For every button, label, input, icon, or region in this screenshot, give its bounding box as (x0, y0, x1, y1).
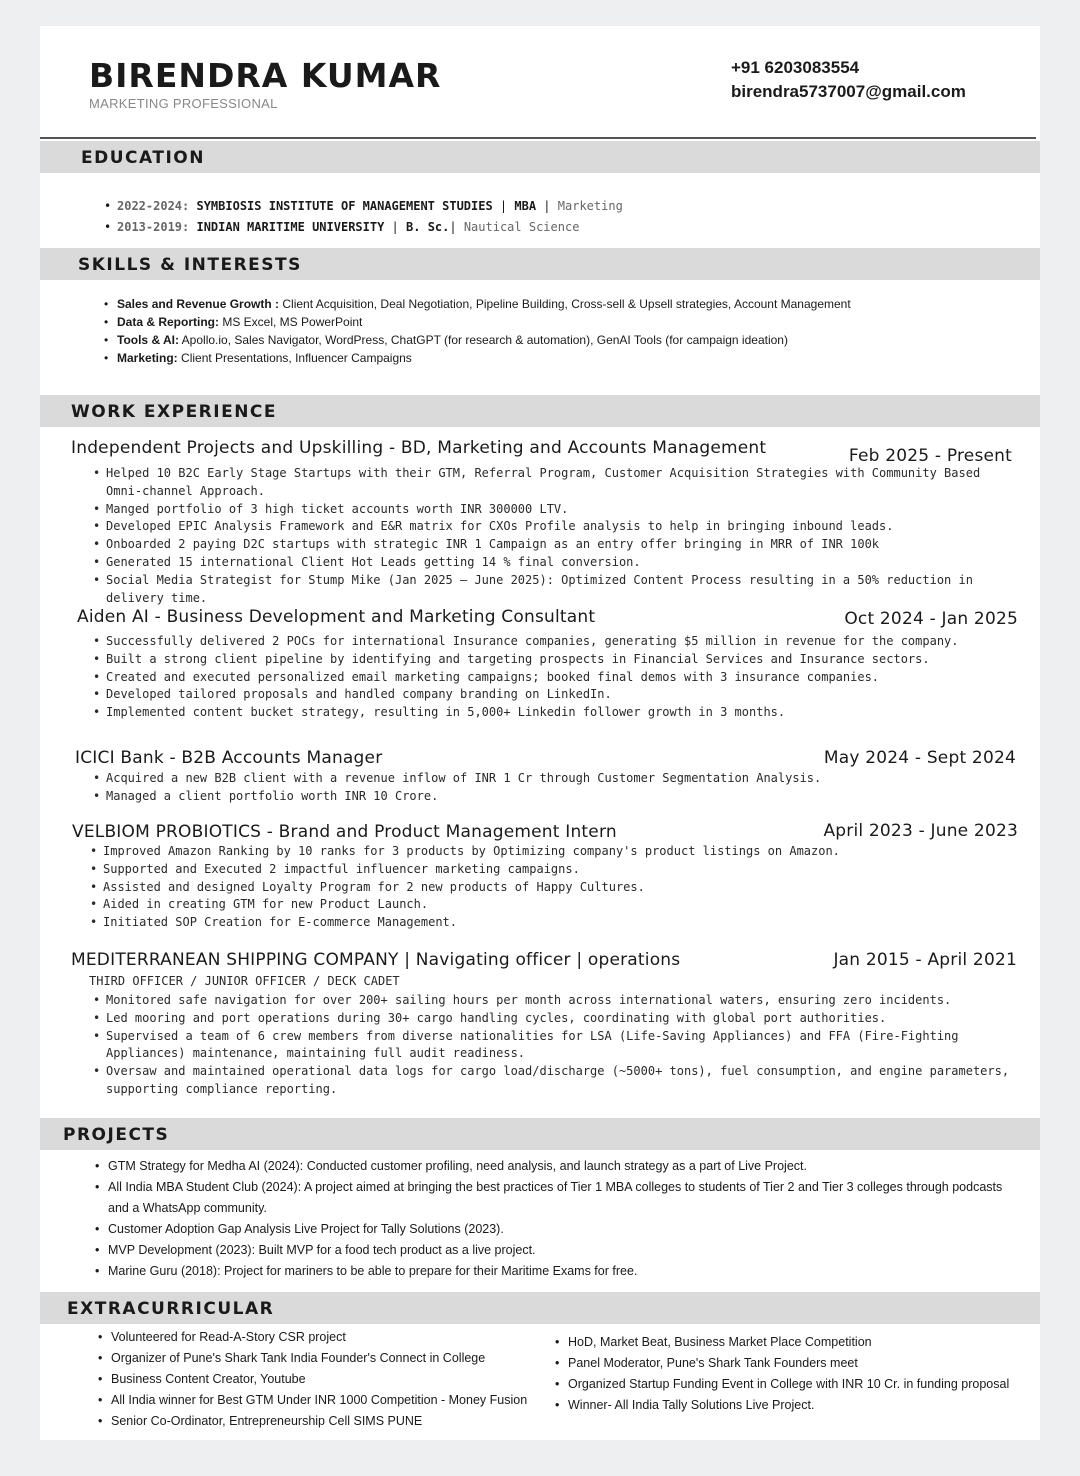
skills-item: • Sales and Revenue Growth : Client Acquisition, Deal Negotiation, Pipeline Building, Cross-sell & Upsell strategies, Account Management (102, 295, 1002, 313)
job-bullet: • Implemented content bucket strategy, resulting in 5,000+ Linkedin follower growth in 3 months. (91, 704, 991, 722)
extracurricular-item: • Organizer of Pune's Shark Tank India Founder's Connect in College (96, 1348, 546, 1369)
candidate-title: MARKETING PROFESSIONAL (89, 96, 278, 111)
project-item: • All India MBA Student Club (2024): A project aimed at bringing the best practices of Tier 1 MBA colleges to students of Tier 2 and Tier 3 colleges through podcasts and a WhatsApp community. (93, 1177, 1013, 1219)
job-title: MEDITERRANEAN SHIPPING COMPANY | Navigating officer | operations (71, 950, 681, 970)
job-dates: Feb 2025 - Present (848, 446, 1012, 466)
job-bullet: • Monitored safe navigation for over 200+ sailing hours per month across international waters, ensuring zero incidents. (91, 992, 1021, 1010)
extracurricular-left-list (96, 1327, 546, 1432)
extracurricular-right-list (553, 1332, 1033, 1416)
job-bullets (91, 992, 1021, 1099)
job-bullet: • Acquired a new B2B client with a revenue inflow of INR 1 Cr through Customer Segmentation Analysis. (91, 770, 991, 788)
projects-section-header (40, 1118, 1040, 1150)
resume-page (40, 26, 1040, 1440)
project-item: • MVP Development (2023): Built MVP for a food tech product as a live project. (93, 1240, 1013, 1261)
job-bullet: • Assisted and designed Loyalty Program for 2 new products of Happy Cultures. (88, 879, 988, 897)
extracurricular-item: • Volunteered for Read-A-Story CSR project (96, 1327, 546, 1348)
email-address: birendra5737007@gmail.com (731, 82, 966, 101)
phone-number: +91 6203083554 (731, 58, 860, 77)
job-bullet: • Supported and Executed 2 impactful influencer marketing campaigns. (88, 861, 988, 879)
extracurricular-item: • Panel Moderator, Pune's Shark Tank Founders meet (553, 1353, 1033, 1374)
job-bullets (91, 633, 991, 722)
job-title: VELBIOM PROBIOTICS - Brand and Product Management Intern (72, 822, 617, 842)
job-bullets (88, 843, 988, 932)
job-bullet: • Social Media Strategist for Stump Mike (Jan 2025 – June 2025): Optimized Content Process resulting in a 50% reduction in delivery time. (91, 572, 991, 608)
job-subtitle: THIRD OFFICER / JUNIOR OFFICER / DECK CADET (89, 974, 400, 988)
education-section-header (40, 141, 1040, 173)
job-bullet: • Oversaw and maintained operational data logs for cargo load/discharge (~5000+ tons), fuel consumption, and engine parameters, supporting compliance reporting. (91, 1063, 1021, 1099)
extracurricular-item: • All India winner for Best GTM Under INR 1000 Competition - Money Fusion (96, 1390, 546, 1411)
education-heading: EDUCATION (81, 148, 205, 168)
job-bullet: • Developed tailored proposals and handled company branding on LinkedIn. (91, 686, 991, 704)
job-title: ICICI Bank - B2B Accounts Manager (75, 748, 383, 768)
job-bullet: • Aided in creating GTM for new Product Launch. (88, 896, 988, 914)
job-bullet: • Successfully delivered 2 POCs for international Insurance companies, generating $5 million in revenue for the company. (91, 633, 991, 651)
job-title: Independent Projects and Upskilling - BD, Marketing and Accounts Management (71, 438, 767, 458)
extracurricular-item: • HoD, Market Beat, Business Market Place Competition (553, 1332, 1033, 1353)
job-bullet: • Manged portfolio of 3 high ticket accounts worth INR 300000 LTV. (91, 501, 991, 519)
skills-item: • Marketing: Client Presentations, Influencer Campaigns (102, 349, 1002, 367)
extracurricular-item: • Senior Co-Ordinator, Entrepreneurship Cell SIMS PUNE (96, 1411, 546, 1432)
job-bullet: • Built a strong client pipeline by identifying and targeting prospects in Financial Services and Insurance sectors. (91, 651, 991, 669)
job-bullet: • Developed EPIC Analysis Framework and E&R matrix for CXOs Profile analysis to help in bringing inbound leads. (91, 518, 991, 536)
job-bullet: • Generated 15 international Client Hot Leads getting 14 % final conversion. (91, 554, 991, 572)
education-list (102, 196, 1002, 238)
skills-list (102, 295, 1002, 367)
job-bullet: • Initiated SOP Creation for E-commerce Management. (88, 914, 988, 932)
job-bullets (91, 770, 991, 806)
job-dates: April 2023 - June 2023 (823, 821, 1018, 841)
projects-list (93, 1156, 1013, 1282)
work-section-header (40, 395, 1040, 427)
education-item: • 2013-2019: INDIAN MARITIME UNIVERSITY | B. Sc.| Nautical Science (102, 217, 1002, 238)
extracurricular-item: • Business Content Creator, Youtube (96, 1369, 546, 1390)
project-item: • Marine Guru (2018): Project for mariners to be able to prepare for their Maritime Exams for free. (93, 1261, 1013, 1282)
project-item: • GTM Strategy for Medha AI (2024): Conducted customer profiling, need analysis, and launch strategy as a part of Live Project. (93, 1156, 1013, 1177)
job-bullet: • Improved Amazon Ranking by 10 ranks for 3 products by Optimizing company's product listings on Amazon. (88, 843, 988, 861)
extracurricular-heading: EXTRACURRICULAR (67, 1299, 275, 1319)
education-item: • 2022-2024: SYMBIOSIS INSTITUTE OF MANAGEMENT STUDIES | MBA | Marketing (102, 196, 1002, 217)
job-dates: May 2024 - Sept 2024 (823, 748, 1016, 768)
job-bullet: • Onboarded 2 paying D2C startups with strategic INR 1 Campaign as an entry offer bringing in MRR of INR 100k (91, 536, 991, 554)
job-bullet: • Helped 10 B2C Early Stage Startups with their GTM, Referral Program, Customer Acquisition Strategies with Community Based Omni-channel Approach. (91, 465, 991, 501)
job-dates: Jan 2015 - April 2021 (833, 950, 1017, 970)
extracurricular-section-header (40, 1292, 1040, 1324)
job-bullet: • Supervised a team of 6 crew members from diverse nationalities for LSA (Life-Saving Appliances) and FFA (Fire-Fighting Appliances) maintenance, maintaining full audit readiness. (91, 1028, 1021, 1064)
skills-item: • Data & Reporting: MS Excel, MS PowerPoint (102, 313, 1002, 331)
project-item: • Customer Adoption Gap Analysis Live Project for Tally Solutions (2023). (93, 1219, 1013, 1240)
job-bullet: • Led mooring and port operations during 30+ cargo handling cycles, coordinating with global port authorities. (91, 1010, 1021, 1028)
job-dates: Oct 2024 - Jan 2025 (844, 609, 1018, 629)
header-divider (40, 137, 1036, 139)
projects-heading: PROJECTS (63, 1125, 170, 1145)
work-heading: WORK EXPERIENCE (71, 402, 278, 422)
skills-heading: SKILLS & INTERESTS (78, 255, 302, 275)
skills-section-header (40, 248, 1040, 280)
job-bullets (91, 465, 991, 607)
job-title: Aiden AI - Business Development and Marketing Consultant (77, 607, 596, 627)
candidate-name: BIRENDRA KUMAR (89, 56, 442, 95)
skills-item: • Tools & AI: Apollo.io, Sales Navigator, WordPress, ChatGPT (for research & automation), GenAI Tools (for campaign ideation) (102, 331, 1002, 349)
job-bullet: • Created and executed personalized email marketing campaigns; booked final demos with 3 insurance companies. (91, 669, 991, 687)
extracurricular-item: • Winner- All India Tally Solutions Live Project. (553, 1395, 1033, 1416)
extracurricular-item: • Organized Startup Funding Event in College with INR 10 Cr. in funding proposal (553, 1374, 1033, 1395)
job-bullet: • Managed a client portfolio worth INR 10 Crore. (91, 788, 991, 806)
